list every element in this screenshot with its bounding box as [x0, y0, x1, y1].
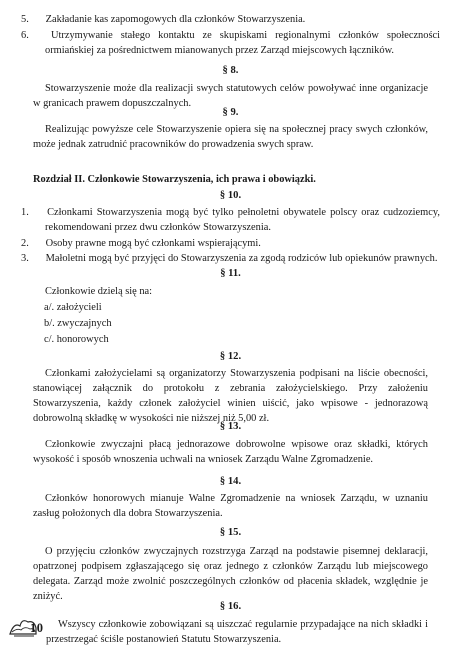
section-10-title: § 10.: [219, 190, 242, 201]
list-item: 1. Członkami Stowarzyszenia mogą być tylko pełnoletni obywatele polscy oraz cudzoziemcy, rekomendowani przez dwu członków Stowarzyszenia.: [21, 207, 440, 233]
section-12-text: Członkami założycielami są organizatorzy Stowarzyszenia podpisani na liście obecności, stanowiącej załącznik do protokołu z zebrania założycielskiego. Przy założeniu Stowarzyszenia, każdy członek założyciel winien uiścić, jako wpisowe - jednorazową dobrowolną składkę w wysokości nie niższej niż 5,00 zł.: [33, 368, 428, 424]
section-12-title: § 12.: [219, 351, 242, 362]
list-item: 3. Małoletni mogą być przyjęci do Stowarzyszenia za zgodą rodziców lub opiekunów prawnych.: [21, 253, 438, 264]
section-15-title: § 15.: [219, 527, 242, 538]
section-11-title: § 11.: [220, 268, 241, 279]
chapter-heading: Rozdział II. Członkowie Stowarzyszenia, ich prawa i obowiązki.: [33, 174, 316, 185]
list-item: 5. Zakładanie kas zapomogowych dla członków Stowarzyszenia.: [21, 14, 306, 25]
section-13-text: Członkowie zwyczajni płacą jednorazowe dobrowolne wpisowe oraz składki, których wysokość i sposób wnoszenia uchwali na wniosek Zarządu Walne Zgromadzenie.: [33, 439, 428, 465]
section-14-title: § 14.: [219, 476, 242, 487]
list-item: a/. założycieli: [44, 302, 102, 313]
section-13-title: § 13.: [219, 421, 242, 432]
page-number: 10: [30, 621, 44, 635]
section-9-text: Realizując powyższe cele Stowarzyszenie opiera się na społecznej pracy swych członków, może jednak zatrudnić pracowników do prowadzenia swych spraw.: [33, 124, 428, 150]
section-16-title: § 16.: [219, 601, 242, 612]
list-item: 2. Osoby prawne mogą być członkami wspierającymi.: [21, 238, 261, 249]
list-item: 6. Utrzymywanie stałego kontaktu ze skupiskami regionalnymi członków społeczności ormiańskiej za pośrednictwem mianowanych przez Zarząd miejscowych łączników.: [21, 30, 440, 56]
list-item: b/. zwyczajnych: [44, 318, 112, 329]
section-9-title: § 9.: [222, 107, 239, 118]
section-15-text: O przyjęciu członków zwyczajnych rozstrzyga Zarząd na podstawie pisemnej deklaracji, opatrzonej podpisem zgłaszającego się oraz jednego z członków Zarządu lub miejscowego delegata. Zarząd może zwolnić poszczególnych członków od płacenia składek, względnie je zniżyć.: [33, 546, 428, 602]
list-item: c/. honorowych: [44, 334, 109, 345]
section-8-text: Stowarzyszenie może dla realizacji swych statutowych celów powoływać inne organizacje w granicach prawem dopuszczalnych.: [33, 83, 428, 109]
section-14-text: Członków honorowych mianuje Walne Zgromadzenie na wniosek Zarządu, w uznaniu zasług położonych dla dobra Stowarzyszenia.: [33, 493, 428, 519]
section-11-intro: Członkowie dzielą się na:: [45, 286, 153, 297]
section-16-text: Wszyscy członkowie zobowiązani są uiszczać regularnie przypadające na nich składki i przestrzegać ściśle postanowień Statutu Stowarzyszenia.: [46, 619, 428, 645]
section-8-title: § 8.: [222, 65, 239, 76]
